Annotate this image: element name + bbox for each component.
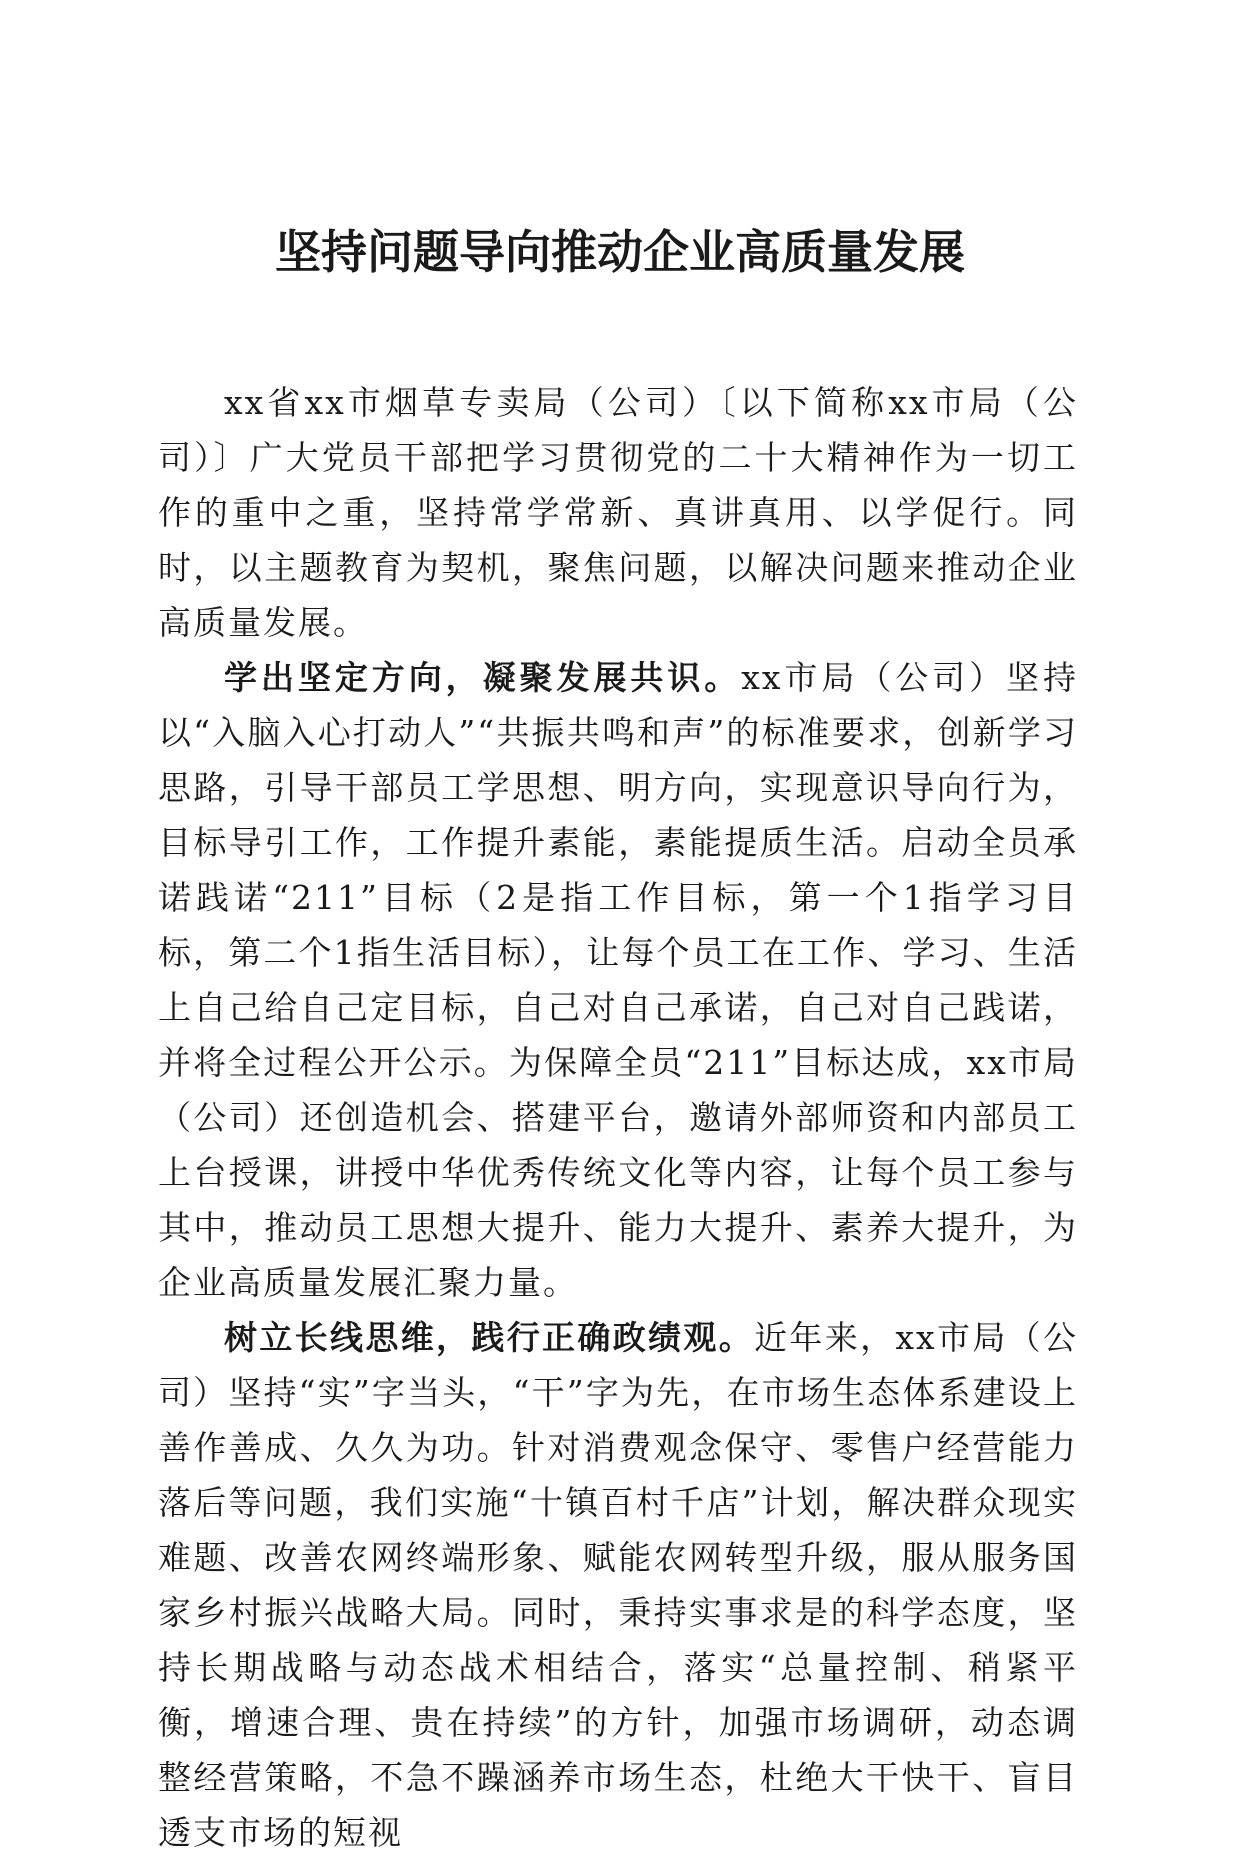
- paragraph-lead: 学出坚定方向，凝聚发展共识。: [224, 658, 742, 697]
- paragraph-lead: 树立长线思维，践行正确政绩观。: [224, 1318, 755, 1357]
- paragraph-text: 近年来，xx市局（公司）坚持“实”字当头，“干”字为先，在市场生态体系建设上善作善成、久久为功。针对消费观念保守、零售户经营能力落后等问题，我们实施“十镇百村千店”计划，解决群众现实难题、改善农网终端形象、赋能农网转型升级，服从服务国家乡村振兴战略大局。同时，秉持实事求是的科学态度，坚持长期战略与动态战术相结合，落实“总量控制、稍紧平衡，增速合理、贵在持续”的方针，加强市场调研，动态调整经营策略，不急不躁涵养市场生态，杜绝大干快干、盲目透支市场的短视: [158, 1318, 1079, 1852]
- paragraph-text: xx市局（公司）坚持以“入脑入心打动人”“共振共鸣和声”的标准要求，创新学习思路，引导干部员工学思想、明方向，实现意识导向行为，目标导引工作，工作提升素能，素能提质生活。启动全员承诺践诺“211”目标（2是指工作目标，第一个1指学习目标，第二个1指生活目标），让每个员工在工作、学习、生活上自己给自己定目标，自己对自己承诺，自己对自己践诺，并将全过程公开公示。为保障全员“211”目标达成，xx市局（公司）还创造机会、搭建平台，邀请外部师资和内部员工上台授课，讲授中华优秀传统文化等内容，让每个员工参与其中，推动员工思想大提升、能力大提升、素养大提升，为企业高质量发展汇聚力量。: [158, 658, 1078, 1302]
- paragraph-text: xx省xx市烟草专卖局（公司）〔以下简称xx市局（公司）〕广大党员干部把学习贯彻党的二十大精神作为一切工作的重中之重，坚持常学常新、真讲真用、以学促行。同时，以主题教育为契机，聚焦问题，以解决问题来推动企业高质量发展。: [158, 383, 1078, 642]
- document-title: 坚持问题导向推动企业高质量发展: [275, 225, 965, 279]
- paragraph-direction: [158, 650, 1078, 1310]
- paragraph-long-term: [158, 1310, 1078, 1860]
- document-body: [158, 375, 1078, 1860]
- paragraph-intro: [158, 375, 1078, 650]
